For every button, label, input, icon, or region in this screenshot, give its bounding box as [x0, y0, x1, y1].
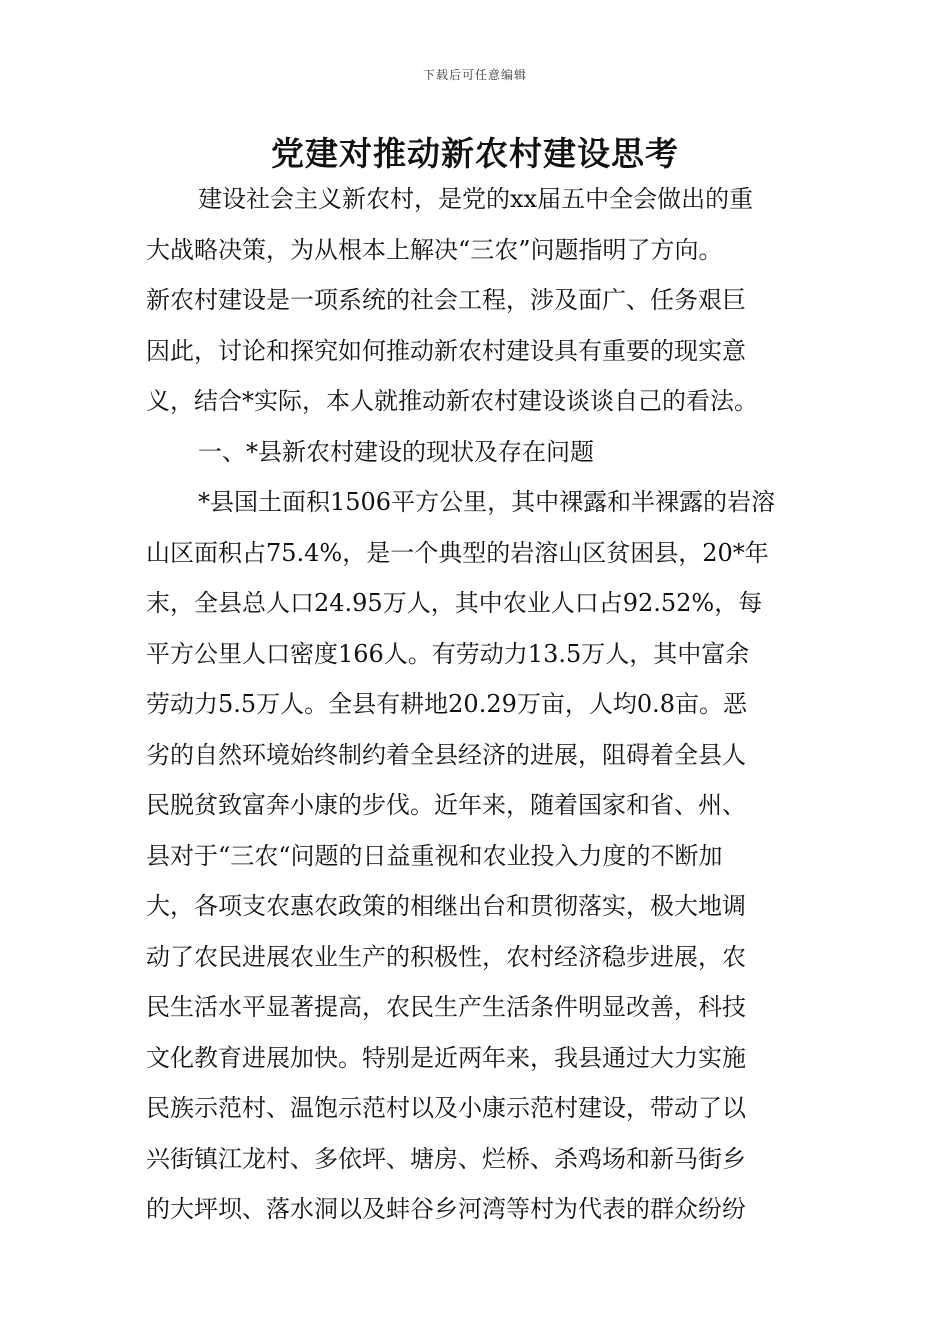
paragraph-line: 新农村建设是一项系统的社会工程，涉及面广、任务艰巨: [146, 286, 746, 314]
paragraph-line: 动了农民进展农业生产的积极性，农村经济稳步进展，农: [146, 942, 746, 971]
paragraph-line: *县国土面积1506平方公里，其中裸露和半裸露的岩溶: [198, 488, 776, 516]
section-heading: 一、*县新农村建设的现状及存在问题: [198, 437, 594, 466]
paragraph-line: 建设社会主义新农村，是党的xx届五中全会做出的重: [198, 185, 754, 213]
document-title: 党建对推动新农村建设思考: [271, 134, 679, 173]
paragraph-line: 末，全县总人口24.95万人，其中农业人口占92.52%，每: [146, 589, 763, 617]
paragraph-line: 劣的自然环境始终制约着全县经济的进展，阻碍着全县人: [146, 740, 746, 769]
paragraph-line: 因此，讨论和探究如何推动新农村建设具有重要的现实意: [146, 336, 746, 365]
paragraph-line: 的大坪坝、落水洞以及蚌谷乡河湾等村为代表的群众纷纷: [146, 1195, 746, 1223]
paragraph-line: 大，各项支农惠农政策的相继出台和贯彻落实，极大地调: [146, 892, 746, 920]
paragraph-line: 民族示范村、温饱示范村以及小康示范村建设，带动了以: [146, 1094, 746, 1122]
paragraph-line: 民生活水平显著提高，农民生产生活条件明显改善，科技: [146, 993, 746, 1021]
paragraph-line: 文化教育进展加快。特别是近两年来，我县通过大力实施: [146, 1043, 746, 1072]
paragraph-line: 大战略决策，为从根本上解决“三农”问题指明了方向。: [146, 235, 723, 264]
paragraph-line: 兴街镇江龙村、多依坪、塘房、烂桥、杀鸡场和新马街乡: [146, 1144, 746, 1173]
paragraph-line: 民脱贫致富奔小康的步伐。近年来，随着国家和省、州、: [146, 791, 746, 819]
paragraph-line: 山区面积占75.4%，是一个典型的岩溶山区贫困县，20*年: [146, 538, 769, 567]
paragraph-line: 义，结合*实际，本人就推动新农村建设谈谈自己的看法。: [146, 387, 758, 415]
paragraph-line: 平方公里人口密度166人。有劳动力13.5万人，其中富余: [146, 639, 750, 668]
paragraph-line: 县对于“三农“问题的日益重视和农业投入力度的不断加: [146, 841, 723, 870]
paragraph-line: 劳动力5.5万人。全县有耕地20.29万亩，人均0.8亩。恶: [146, 690, 748, 718]
document-body: [146, 174, 808, 1235]
header-note: 下载后可任意编辑: [422, 68, 527, 82]
